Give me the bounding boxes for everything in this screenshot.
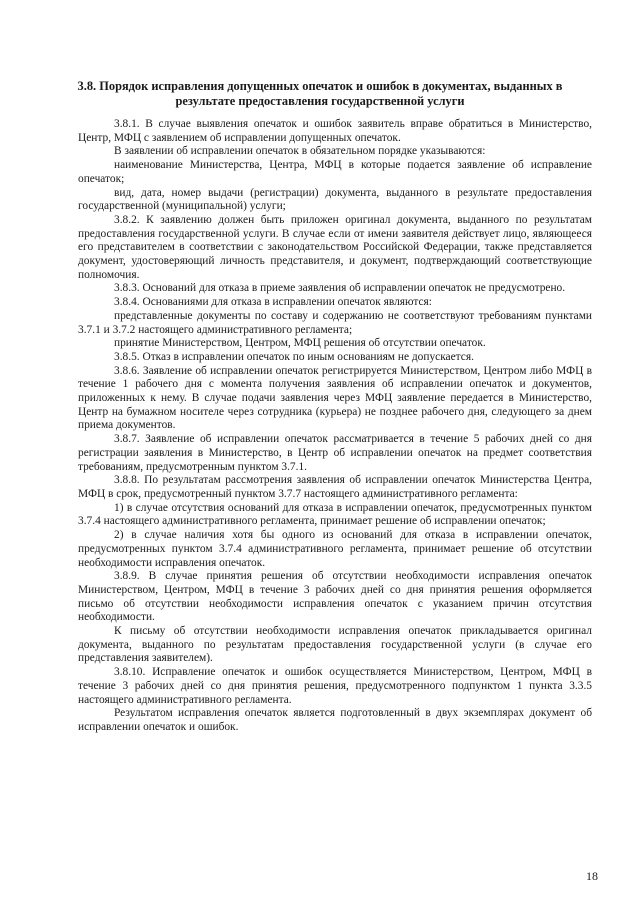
paragraph: 3.8.6. Заявление об исправлении опечаток регистрируется Министерством, Центром либо МФЦ в течение 1 рабочего дня с момента получения заявления об исправлении опечаток и документов, приложенных к нему. В случае подачи заявления через МФЦ заявление передается в Министерство, Центр на бумажном носителе через сотрудника (курьера) не позднее рабочего дня, следующего за днем приема документов. — [78, 364, 592, 432]
paragraph: принятие Министерством, Центром, МФЦ решения об отсутствии опечаток. — [114, 337, 486, 350]
paragraph: представленные документы по составу и содержанию не соответствуют требованиям пунктами 3.7.1 и 3.7.2 настоящего административного регламента; — [78, 309, 592, 336]
paragraph: В заявлении об исправлении опечаток в обязательном порядке указываются: — [114, 145, 486, 158]
paragraph: 2) в случае наличия хотя бы одного из оснований для отказа в исправлении опечаток, предусмотренных пунктом 3.7.4 административного регламента, принимает решение об отсутствии необходимости исправления опечаток. — [78, 529, 592, 569]
page-number: 18 — [586, 869, 598, 883]
paragraph: вид, дата, номер выдачи (регистрации) документа, выданного в результате предоставления государственной (муниципальной) услуги; — [78, 186, 592, 213]
paragraph: 3.8.7. Заявление об исправлении опечаток рассматривается в течение 5 рабочих дней со дня регистрации заявления в Министерство, в Центр об исправлении опечаток на предмет соответствия требованиям, предусмотренным пунктом 3.7.1. — [78, 433, 592, 473]
paragraph: 3.8.10. Исправление опечаток и ошибок осуществляется Министерством, Центром, МФЦ в течение 3 рабочих дней со дня принятия решения, предусмотренного подпунктом 1 пункта 3.3.5 настоящего административного регламента. — [78, 666, 592, 706]
paragraph: 3.8.1. В случае выявления опечаток и ошибок заявитель вправе обратиться в Министерство, Центр, МФЦ с заявлением об исправлении допущенных опечаток. — [78, 118, 592, 144]
document-body — [78, 118, 592, 735]
paragraph: наименование Министерства, Центра, МФЦ в которые подается заявление об исправление опечаток; — [78, 159, 592, 185]
paragraph: 3.8.4. Основаниями для отказа в исправлении опечаток являются: — [114, 296, 432, 309]
paragraph: 3.8.3. Оснований для отказа в приеме заявления об исправлении опечаток не предусмотрено. — [114, 282, 566, 295]
paragraph: 3.8.9. В случае принятия решения об отсутствии необходимости исправления опечаток Министерством, Центром, МФЦ в течение 3 рабочих дней со дня принятия решения оформляется письмо об отсутствии необходимости исправления опечаток с указанием причин отсутствия необходимости. — [78, 570, 592, 624]
paragraph: 1) в случае отсутствия оснований для отказа в исправлении опечаток, предусмотренных пунктом 3.7.4 настоящего административного регламента, принимает решение об исправлении опечаток; — [78, 501, 592, 528]
paragraph: Результатом исправления опечаток является подготовленный в двух экземплярах документ об исправлении опечаток и ошибок. — [78, 707, 592, 733]
paragraph: 3.8.8. По результатам рассмотрения заявления об исправлении опечаток Министерства Центра, МФЦ в срок, предусмотренный пунктом 3.7.7 настоящего административного регламента: — [78, 474, 592, 500]
paragraph: 3.8.5. Отказ в исправлении опечаток по иным основаниям не допускается. — [114, 350, 474, 363]
paragraph: 3.8.2. К заявлению должен быть приложен оригинал документа, выданного по результатам предоставления государственной услуги. В случае если от имени заявителя действует лицо, являющееся его представителем в соответствии с законодательством Российской Федерации, также представляется документ, удостоверяющий личность представителя, и документ, подтверждающий соответствующие полномочия. — [78, 213, 592, 281]
paragraph: К письму об отсутствии необходимости исправления опечаток прикладывается оригинал документа, выданного по результатам предоставления государственной услуги (в случае его представления заявителем). — [78, 625, 592, 665]
section-title: 3.8. Порядок исправления допущенных опечаток и ошибок в документах, выданных в результате предоставления государственной услуги — [77, 79, 563, 108]
